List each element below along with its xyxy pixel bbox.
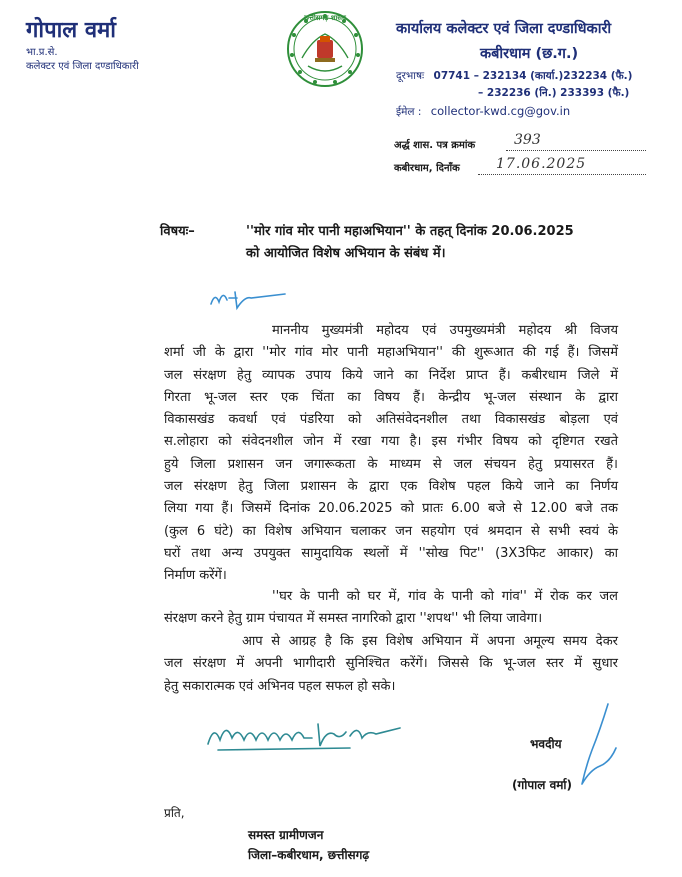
recipient-label: प्रति,: [164, 806, 185, 820]
para2-line: ''घर के पानी को घर में, गांव के पानी को गांव'' में रोक कर जल: [272, 589, 618, 604]
reference-number-row: [394, 137, 475, 151]
para1-line: गिरता भू-जल स्तर एक चिंता का विषय हैं। केन्द्रीय भू-जल संस्थान के द्वारा: [164, 389, 618, 405]
officer-designation: कलेक्टर एवं जिला दण्डाधिकारी: [26, 61, 139, 72]
subject-label: विषयः–: [160, 224, 195, 239]
seal-text: छत्तीसगढ़ शासन: [304, 14, 346, 22]
phone-line-2: [478, 86, 629, 100]
para1-line: घरों तथा अन्य उपयुक्त सामुदायिक स्थलों में ''सोख पिट'' (3X3फिट आकार) का: [164, 545, 618, 561]
office-title: कार्यालय कलेक्टर एवं जिला दण्डाधिकारी: [396, 21, 612, 37]
reference-date-line: [478, 174, 646, 175]
email-line: [396, 104, 570, 119]
handwritten-signature-icon: [200, 716, 420, 760]
handwritten-mark-icon: [205, 284, 295, 318]
recipient-line-2: जिला–कबीरधाम, छत्तीसगढ़: [248, 848, 370, 862]
recipient-line-1: समस्त ग्रामीणजन: [248, 828, 324, 842]
phone-numbers-2: – 232236 (नि.) 233393 (फै.): [478, 87, 630, 99]
phone-numbers-1: 07741 – 232134 (कार्या.)232234 (फै.): [433, 70, 633, 82]
email-link[interactable]: collector-kwd.cg@gov.in: [430, 104, 571, 118]
valediction: भवदीय: [530, 737, 562, 751]
phone-label: दूरभाषः: [396, 70, 425, 82]
subject-line-1: ''मोर गांव मोर पानी महाअभियान'' के तहत् दिनांक 20.06.2025: [246, 224, 574, 239]
para1-line: माननीय मुख्यमंत्री महोदय एवं उपमुख्यमंत्री महोदय श्री विजय: [272, 323, 618, 338]
reference-date-label: कबीरधाम, दिनाँक: [394, 163, 460, 174]
para1-line: निर्माण करेंगें।: [164, 568, 227, 584]
para1-line: स.लोहारा को संवेदनशील जोन में रखा गया है। इस गंभीर विषय को दृष्टिगत रखते: [164, 434, 618, 450]
para3-line: हेतु सकारात्मक एवं अभिनव पहल सफल हो सके।: [164, 678, 396, 694]
officer-name: गोपाल वर्मा: [26, 18, 116, 43]
para1-line: जल संरक्षण हेतु जिला प्रशासन के द्वारा एक विशेष पहल किये जाने का निर्णय: [164, 479, 618, 495]
reference-number-value: 393: [514, 132, 541, 148]
body-paragraph-2: [164, 586, 618, 631]
body-paragraph-1: [164, 320, 618, 588]
para3-line: जल संरक्षण में अपनी भागीदारी सुनिश्चित करेंगें। जिससे कि भू-जल स्तर में सुधार: [164, 656, 618, 672]
subject-line-2: को आयोजित विशेष अभियान के संबंध में।: [246, 246, 446, 261]
reference-number-label: अर्द्ध शास. पत्र क्रमांक: [394, 140, 476, 151]
reference-date-row: [394, 160, 460, 174]
para1-line: शर्मा जी के द्वारा ''मोर गांव मोर पानी महाअभियान'' की शुरूआत की गई हैं। जिसमें: [164, 345, 618, 361]
email-label: ईमेल :: [396, 106, 422, 118]
para2-line: संरक्षण करने हेतु ग्राम पंचायत में समस्त नागरिको द्वारा ''शपथ'' भी लिया जावेगा।: [164, 611, 543, 627]
para1-line: हुये जिला प्रशासन जन जगारूकता के माध्यम से जल संचयन हेतु प्रयासरत हैं।: [164, 456, 618, 472]
signatory-name: (गोपाल वर्मा): [512, 778, 573, 792]
body-paragraph-3: [164, 631, 618, 698]
phone-line-1: [396, 69, 632, 83]
office-place: कबीरधाम (छ.ग.): [480, 46, 579, 62]
officer-service: भा.प्र.से.: [26, 47, 58, 58]
para1-line: लिया गया हैं। जिसमें दिनांक 20.06.2025 को प्रातः 6.00 बजे से 12.00 बजे तक: [164, 501, 618, 517]
reference-number-line: [506, 150, 646, 151]
para1-line: (कुल 6 घंटे) का विशेष अभियान चलाकर जन सहयोग एवं श्रमदान से सभी स्वयं के: [164, 523, 618, 539]
para1-line: विकासखंड कवर्धा एवं पंडरिया को अतिसंवेदनशील तथा विकासखंड बोड़ला एवं: [164, 412, 618, 428]
para3-line: आप से आग्रह है कि इस विशेष अभियान में अपना अमूल्य समय देकर: [242, 634, 618, 649]
para1-line: जल संरक्षण हेतु व्यापक उपाय किये जाने का निर्देश प्राप्त हैं। कबीरधाम जिले में: [164, 367, 618, 383]
reference-date-value: 17.06.2025: [496, 156, 587, 172]
